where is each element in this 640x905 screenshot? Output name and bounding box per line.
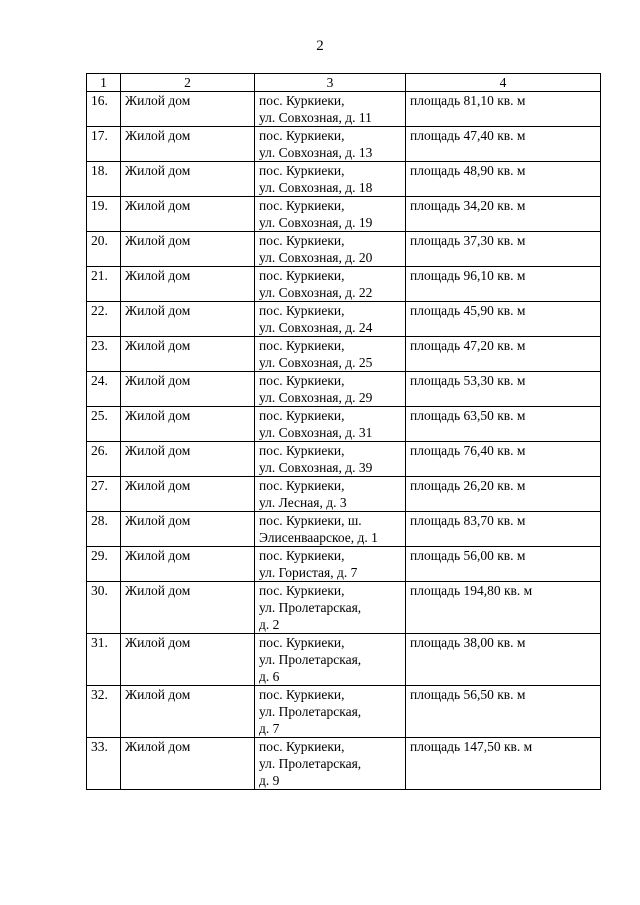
address-line: пос. Куркиеки, xyxy=(259,128,345,143)
address-line: пос. Куркиеки, xyxy=(259,198,345,213)
header-col-2: 2 xyxy=(121,74,255,92)
object-address xyxy=(255,547,406,582)
header-col-4: 4 xyxy=(406,74,601,92)
table-row xyxy=(87,582,601,634)
row-number: 16. xyxy=(87,92,121,127)
address-line: ул. Совхозная, д. 22 xyxy=(259,285,373,300)
object-address xyxy=(255,127,406,162)
address-line: Элисенваарское, д. 1 xyxy=(259,530,378,545)
address-line: ул. Пролетарская, xyxy=(259,704,362,719)
row-number: 19. xyxy=(87,197,121,232)
object-type: Жилой дом xyxy=(121,197,255,232)
address-line: пос. Куркиеки, xyxy=(259,548,345,563)
object-type: Жилой дом xyxy=(121,442,255,477)
object-address xyxy=(255,634,406,686)
row-number: 25. xyxy=(87,407,121,442)
page-number: 2 xyxy=(316,38,324,54)
address-line: ул. Совхозная, д. 18 xyxy=(259,180,373,195)
address-line: пос. Куркиеки, xyxy=(259,303,345,318)
object-address xyxy=(255,512,406,547)
object-type: Жилой дом xyxy=(121,547,255,582)
address-line: пос. Куркиеки, xyxy=(259,687,345,702)
address-line: д. 2 xyxy=(259,617,280,632)
address-line: ул. Лесная, д. 3 xyxy=(259,495,347,510)
table-row xyxy=(87,302,601,337)
address-line: ул. Пролетарская, xyxy=(259,652,362,667)
object-area: площадь 48,90 кв. м xyxy=(406,162,601,197)
row-number: 23. xyxy=(87,337,121,372)
row-number: 21. xyxy=(87,267,121,302)
table-row xyxy=(87,127,601,162)
object-address xyxy=(255,267,406,302)
address-line: пос. Куркиеки, xyxy=(259,373,345,388)
object-type: Жилой дом xyxy=(121,372,255,407)
table-row xyxy=(87,92,601,127)
address-line: ул. Совхозная, д. 24 xyxy=(259,320,373,335)
object-address xyxy=(255,407,406,442)
address-line: пос. Куркиеки, xyxy=(259,478,345,493)
table-row xyxy=(87,512,601,547)
object-area: площадь 76,40 кв. м xyxy=(406,442,601,477)
object-type: Жилой дом xyxy=(121,302,255,337)
address-line: ул. Пролетарская, xyxy=(259,756,362,771)
address-line: пос. Куркиеки, xyxy=(259,443,345,458)
object-type: Жилой дом xyxy=(121,127,255,162)
address-line: ул. Совхозная, д. 20 xyxy=(259,250,373,265)
address-line: пос. Куркиеки, xyxy=(259,163,345,178)
object-type: Жилой дом xyxy=(121,582,255,634)
address-line: ул. Гористая, д. 7 xyxy=(259,565,358,580)
object-type: Жилой дом xyxy=(121,337,255,372)
address-line: пос. Куркиеки, xyxy=(259,233,345,248)
header-row xyxy=(87,74,601,92)
object-address xyxy=(255,162,406,197)
object-type: Жилой дом xyxy=(121,686,255,738)
table-row xyxy=(87,337,601,372)
object-type: Жилой дом xyxy=(121,512,255,547)
object-area: площадь 83,70 кв. м xyxy=(406,512,601,547)
table-row xyxy=(87,407,601,442)
address-line: ул. Пролетарская, xyxy=(259,600,362,615)
table-row xyxy=(87,547,601,582)
address-line: д. 9 xyxy=(259,773,280,788)
object-type: Жилой дом xyxy=(121,634,255,686)
address-line: пос. Куркиеки, xyxy=(259,268,345,283)
address-line: ул. Совхозная, д. 39 xyxy=(259,460,373,475)
address-line: ул. Совхозная, д. 25 xyxy=(259,355,373,370)
object-type: Жилой дом xyxy=(121,232,255,267)
object-address xyxy=(255,686,406,738)
row-number: 31. xyxy=(87,634,121,686)
row-number: 22. xyxy=(87,302,121,337)
object-area: площадь 37,30 кв. м xyxy=(406,232,601,267)
row-number: 27. xyxy=(87,477,121,512)
object-area: площадь 38,00 кв. м xyxy=(406,634,601,686)
address-line: пос. Куркиеки, ш. xyxy=(259,513,362,528)
row-number: 32. xyxy=(87,686,121,738)
row-number: 29. xyxy=(87,547,121,582)
object-type: Жилой дом xyxy=(121,477,255,512)
object-address xyxy=(255,302,406,337)
table-row xyxy=(87,634,601,686)
table-row xyxy=(87,372,601,407)
object-type: Жилой дом xyxy=(121,267,255,302)
object-area: площадь 63,50 кв. м xyxy=(406,407,601,442)
object-type: Жилой дом xyxy=(121,407,255,442)
table-row xyxy=(87,442,601,477)
table-row xyxy=(87,738,601,790)
object-address xyxy=(255,582,406,634)
header-col-3: 3 xyxy=(255,74,406,92)
table-header xyxy=(87,74,601,92)
row-number: 26. xyxy=(87,442,121,477)
object-area: площадь 96,10 кв. м xyxy=(406,267,601,302)
row-number: 17. xyxy=(87,127,121,162)
table-row xyxy=(87,232,601,267)
object-area: площадь 147,50 кв. м xyxy=(406,738,601,790)
address-line: ул. Совхозная, д. 29 xyxy=(259,390,373,405)
address-line: ул. Совхозная, д. 11 xyxy=(259,110,372,125)
address-line: пос. Куркиеки, xyxy=(259,408,345,423)
object-area: площадь 81,10 кв. м xyxy=(406,92,601,127)
address-line: пос. Куркиеки, xyxy=(259,635,345,650)
object-type: Жилой дом xyxy=(121,92,255,127)
property-table xyxy=(86,73,601,790)
row-number: 33. xyxy=(87,738,121,790)
address-line: пос. Куркиеки, xyxy=(259,739,345,754)
object-address xyxy=(255,372,406,407)
address-line: пос. Куркиеки, xyxy=(259,583,345,598)
row-number: 20. xyxy=(87,232,121,267)
object-area: площадь 34,20 кв. м xyxy=(406,197,601,232)
row-number: 28. xyxy=(87,512,121,547)
object-address xyxy=(255,92,406,127)
object-area: площадь 194,80 кв. м xyxy=(406,582,601,634)
object-area: площадь 53,30 кв. м xyxy=(406,372,601,407)
object-address xyxy=(255,232,406,267)
object-address xyxy=(255,442,406,477)
object-address xyxy=(255,477,406,512)
address-line: ул. Совхозная, д. 31 xyxy=(259,425,373,440)
table-body xyxy=(87,92,601,790)
object-area: площадь 47,20 кв. м xyxy=(406,337,601,372)
object-address xyxy=(255,337,406,372)
header-col-1: 1 xyxy=(87,74,121,92)
object-area: площадь 47,40 кв. м xyxy=(406,127,601,162)
row-number: 24. xyxy=(87,372,121,407)
address-line: д. 7 xyxy=(259,721,280,736)
object-area: площадь 26,20 кв. м xyxy=(406,477,601,512)
object-type: Жилой дом xyxy=(121,162,255,197)
object-address xyxy=(255,738,406,790)
address-line: ул. Совхозная, д. 19 xyxy=(259,215,373,230)
address-line: д. 6 xyxy=(259,669,280,684)
object-area: площадь 45,90 кв. м xyxy=(406,302,601,337)
table-row xyxy=(87,267,601,302)
object-area: площадь 56,50 кв. м xyxy=(406,686,601,738)
table-row xyxy=(87,197,601,232)
table-row xyxy=(87,162,601,197)
address-line: пос. Куркиеки, xyxy=(259,93,345,108)
row-number: 18. xyxy=(87,162,121,197)
object-type: Жилой дом xyxy=(121,738,255,790)
object-address xyxy=(255,197,406,232)
row-number: 30. xyxy=(87,582,121,634)
table-row xyxy=(87,477,601,512)
address-line: ул. Совхозная, д. 13 xyxy=(259,145,373,160)
object-area: площадь 56,00 кв. м xyxy=(406,547,601,582)
address-line: пос. Куркиеки, xyxy=(259,338,345,353)
table-row xyxy=(87,686,601,738)
